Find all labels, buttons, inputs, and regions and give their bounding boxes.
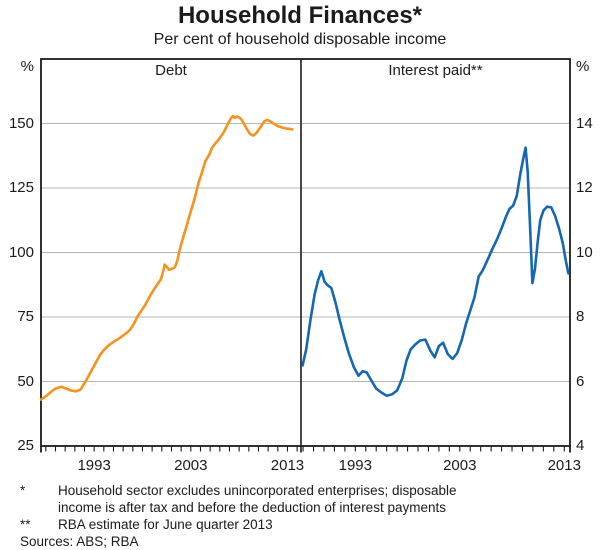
y-tick-label-right: 12 <box>576 179 593 196</box>
footnote-marker: ** <box>20 517 31 532</box>
y-tick-label-left: 25 <box>17 437 34 454</box>
x-tick-label: 2013 <box>270 457 305 474</box>
footnote-line: Household sector excludes unincorporated enterprises; disposable <box>58 483 457 498</box>
y-tick-label-right: 14 <box>576 114 593 132</box>
x-tick-label: 2003 <box>174 457 208 474</box>
footnote-row <box>20 516 582 533</box>
footnote-marker: * <box>20 483 26 498</box>
y-tick-label-left: 150 <box>8 114 34 132</box>
x-tick-label: 1993 <box>77 457 111 474</box>
y-tick-label-right: 4 <box>576 437 585 454</box>
y-tick-label-left: 50 <box>17 372 34 390</box>
y-tick-label-right: 8 <box>576 308 585 325</box>
panel-title-left: Debt <box>155 62 187 79</box>
y-tick-label-right: 6 <box>576 372 585 390</box>
page-title: Household Finances* <box>177 2 423 29</box>
panel-title-right: Interest paid** <box>388 62 483 79</box>
x-tick-label: 1993 <box>338 457 372 474</box>
footnote-list <box>20 482 582 533</box>
y-axis-unit-left: % <box>20 58 34 75</box>
y-tick-label-left: 125 <box>8 179 34 196</box>
footnote-line: RBA estimate for June quarter 2013 <box>58 517 273 532</box>
y-tick-label-left: 100 <box>8 243 34 261</box>
y-tick-label-right: 10 <box>576 243 593 261</box>
footnote-row <box>20 482 582 516</box>
sources-line: Sources: ABS; RBA <box>20 534 139 549</box>
y-tick-label-left: 75 <box>17 308 34 325</box>
footnote-text <box>58 516 582 533</box>
interest-paid-line <box>303 148 569 396</box>
footnotes <box>20 482 582 550</box>
x-tick-label: 2003 <box>443 457 477 474</box>
page-subtitle: Per cent of household disposable income <box>153 31 447 48</box>
x-tick-label: 2013 <box>547 457 581 474</box>
footnote-text <box>58 482 582 516</box>
debt-line <box>41 116 292 400</box>
footnote-line: income is after tax and before the deduction of interest payments <box>58 500 446 515</box>
y-axis-unit-right: % <box>576 58 590 75</box>
